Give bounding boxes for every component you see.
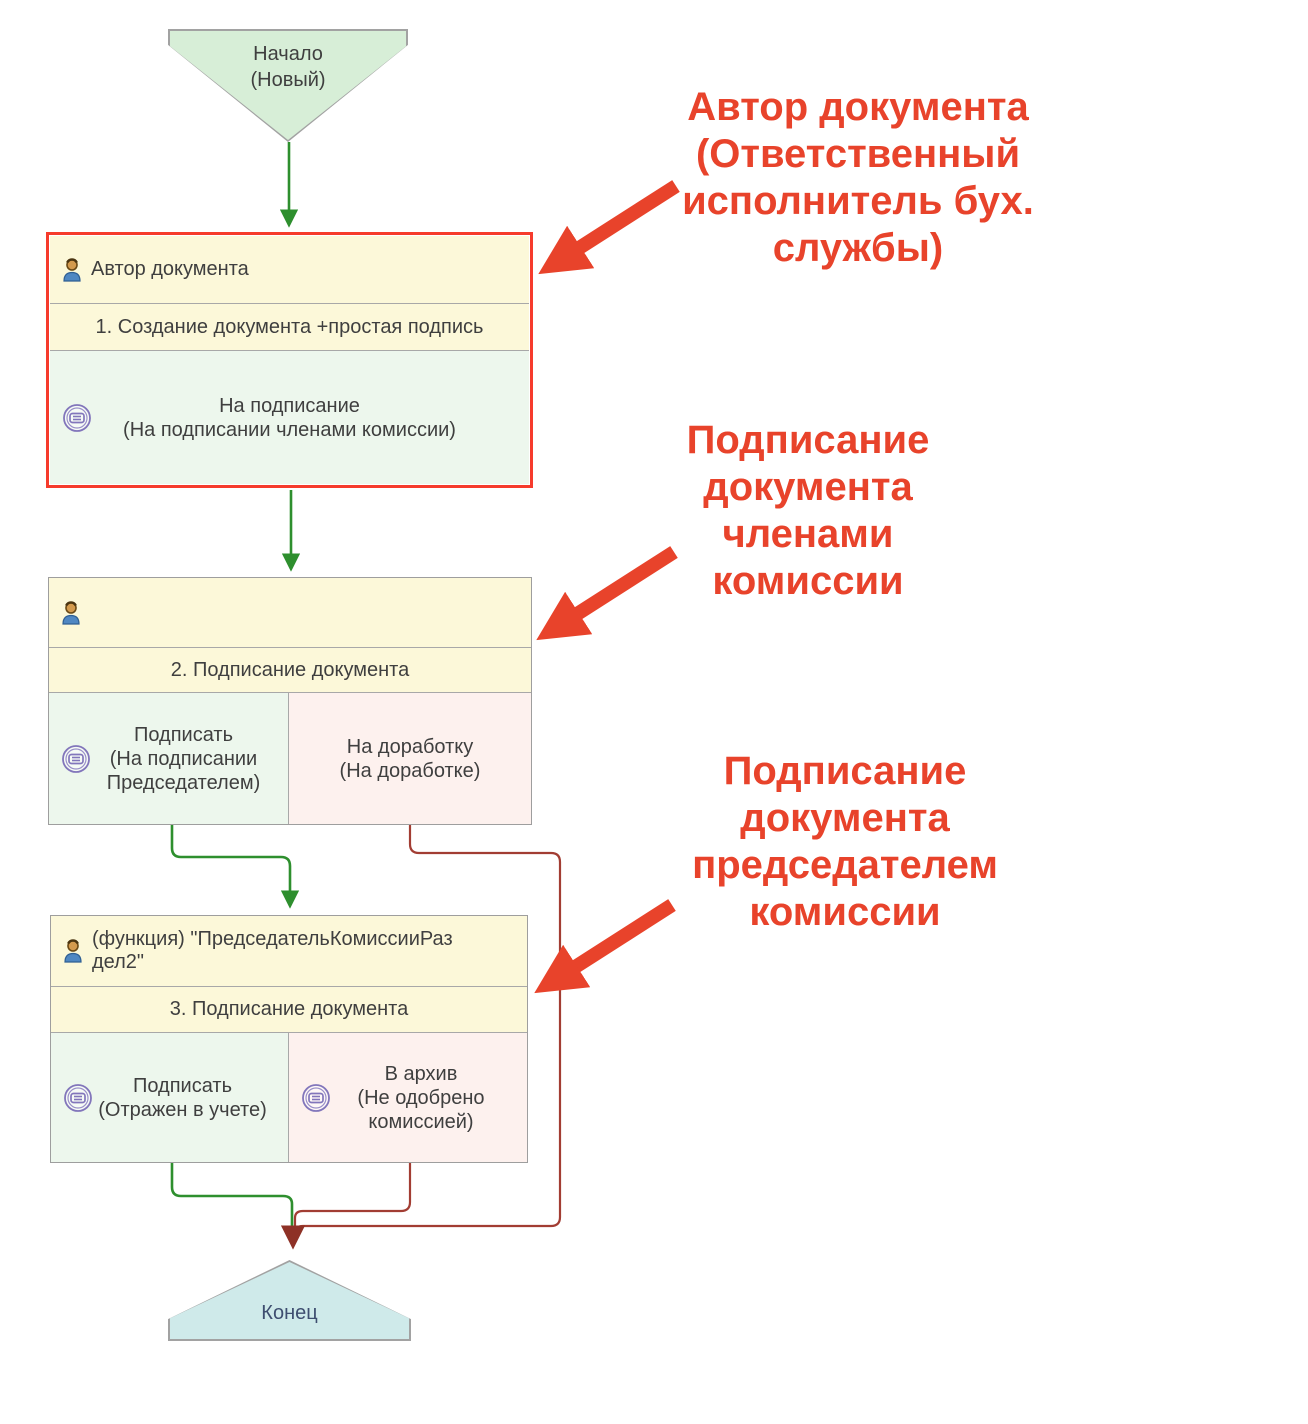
step-title: 2. Подписание документа <box>49 648 531 693</box>
role-label: (функция) "ПредседательКомиссииРаз дел2" <box>92 928 453 973</box>
outcome-label: Подписать (Отражен в учете) <box>98 1074 267 1121</box>
end-node-label: Конец <box>261 1302 318 1324</box>
annotation-text-commission-members: Подписание документа членами комиссии <box>686 418 930 603</box>
start-node-label: Начало (Новый) <box>250 43 326 91</box>
outcome-label: Подписать (На подписании Председателем) <box>106 723 261 794</box>
outcome-label: В архив (Не одобрено комиссией) <box>357 1062 485 1133</box>
step-title: 1. Создание документа +простая подпись <box>50 304 529 351</box>
annotation-text-commission-chairman: Подписание документа председателем комиссии <box>692 749 998 934</box>
step-title: 3. Подписание документа <box>51 987 527 1033</box>
outcome-label: На доработку (На доработке) <box>339 735 481 782</box>
role-label: Автор документа <box>91 258 249 280</box>
annotation-text-author: Автор документа (Ответственный исполнитель бух. службы) <box>682 85 1034 270</box>
outcome-label: На подписание (На подписании членами комиссии) <box>123 394 456 441</box>
